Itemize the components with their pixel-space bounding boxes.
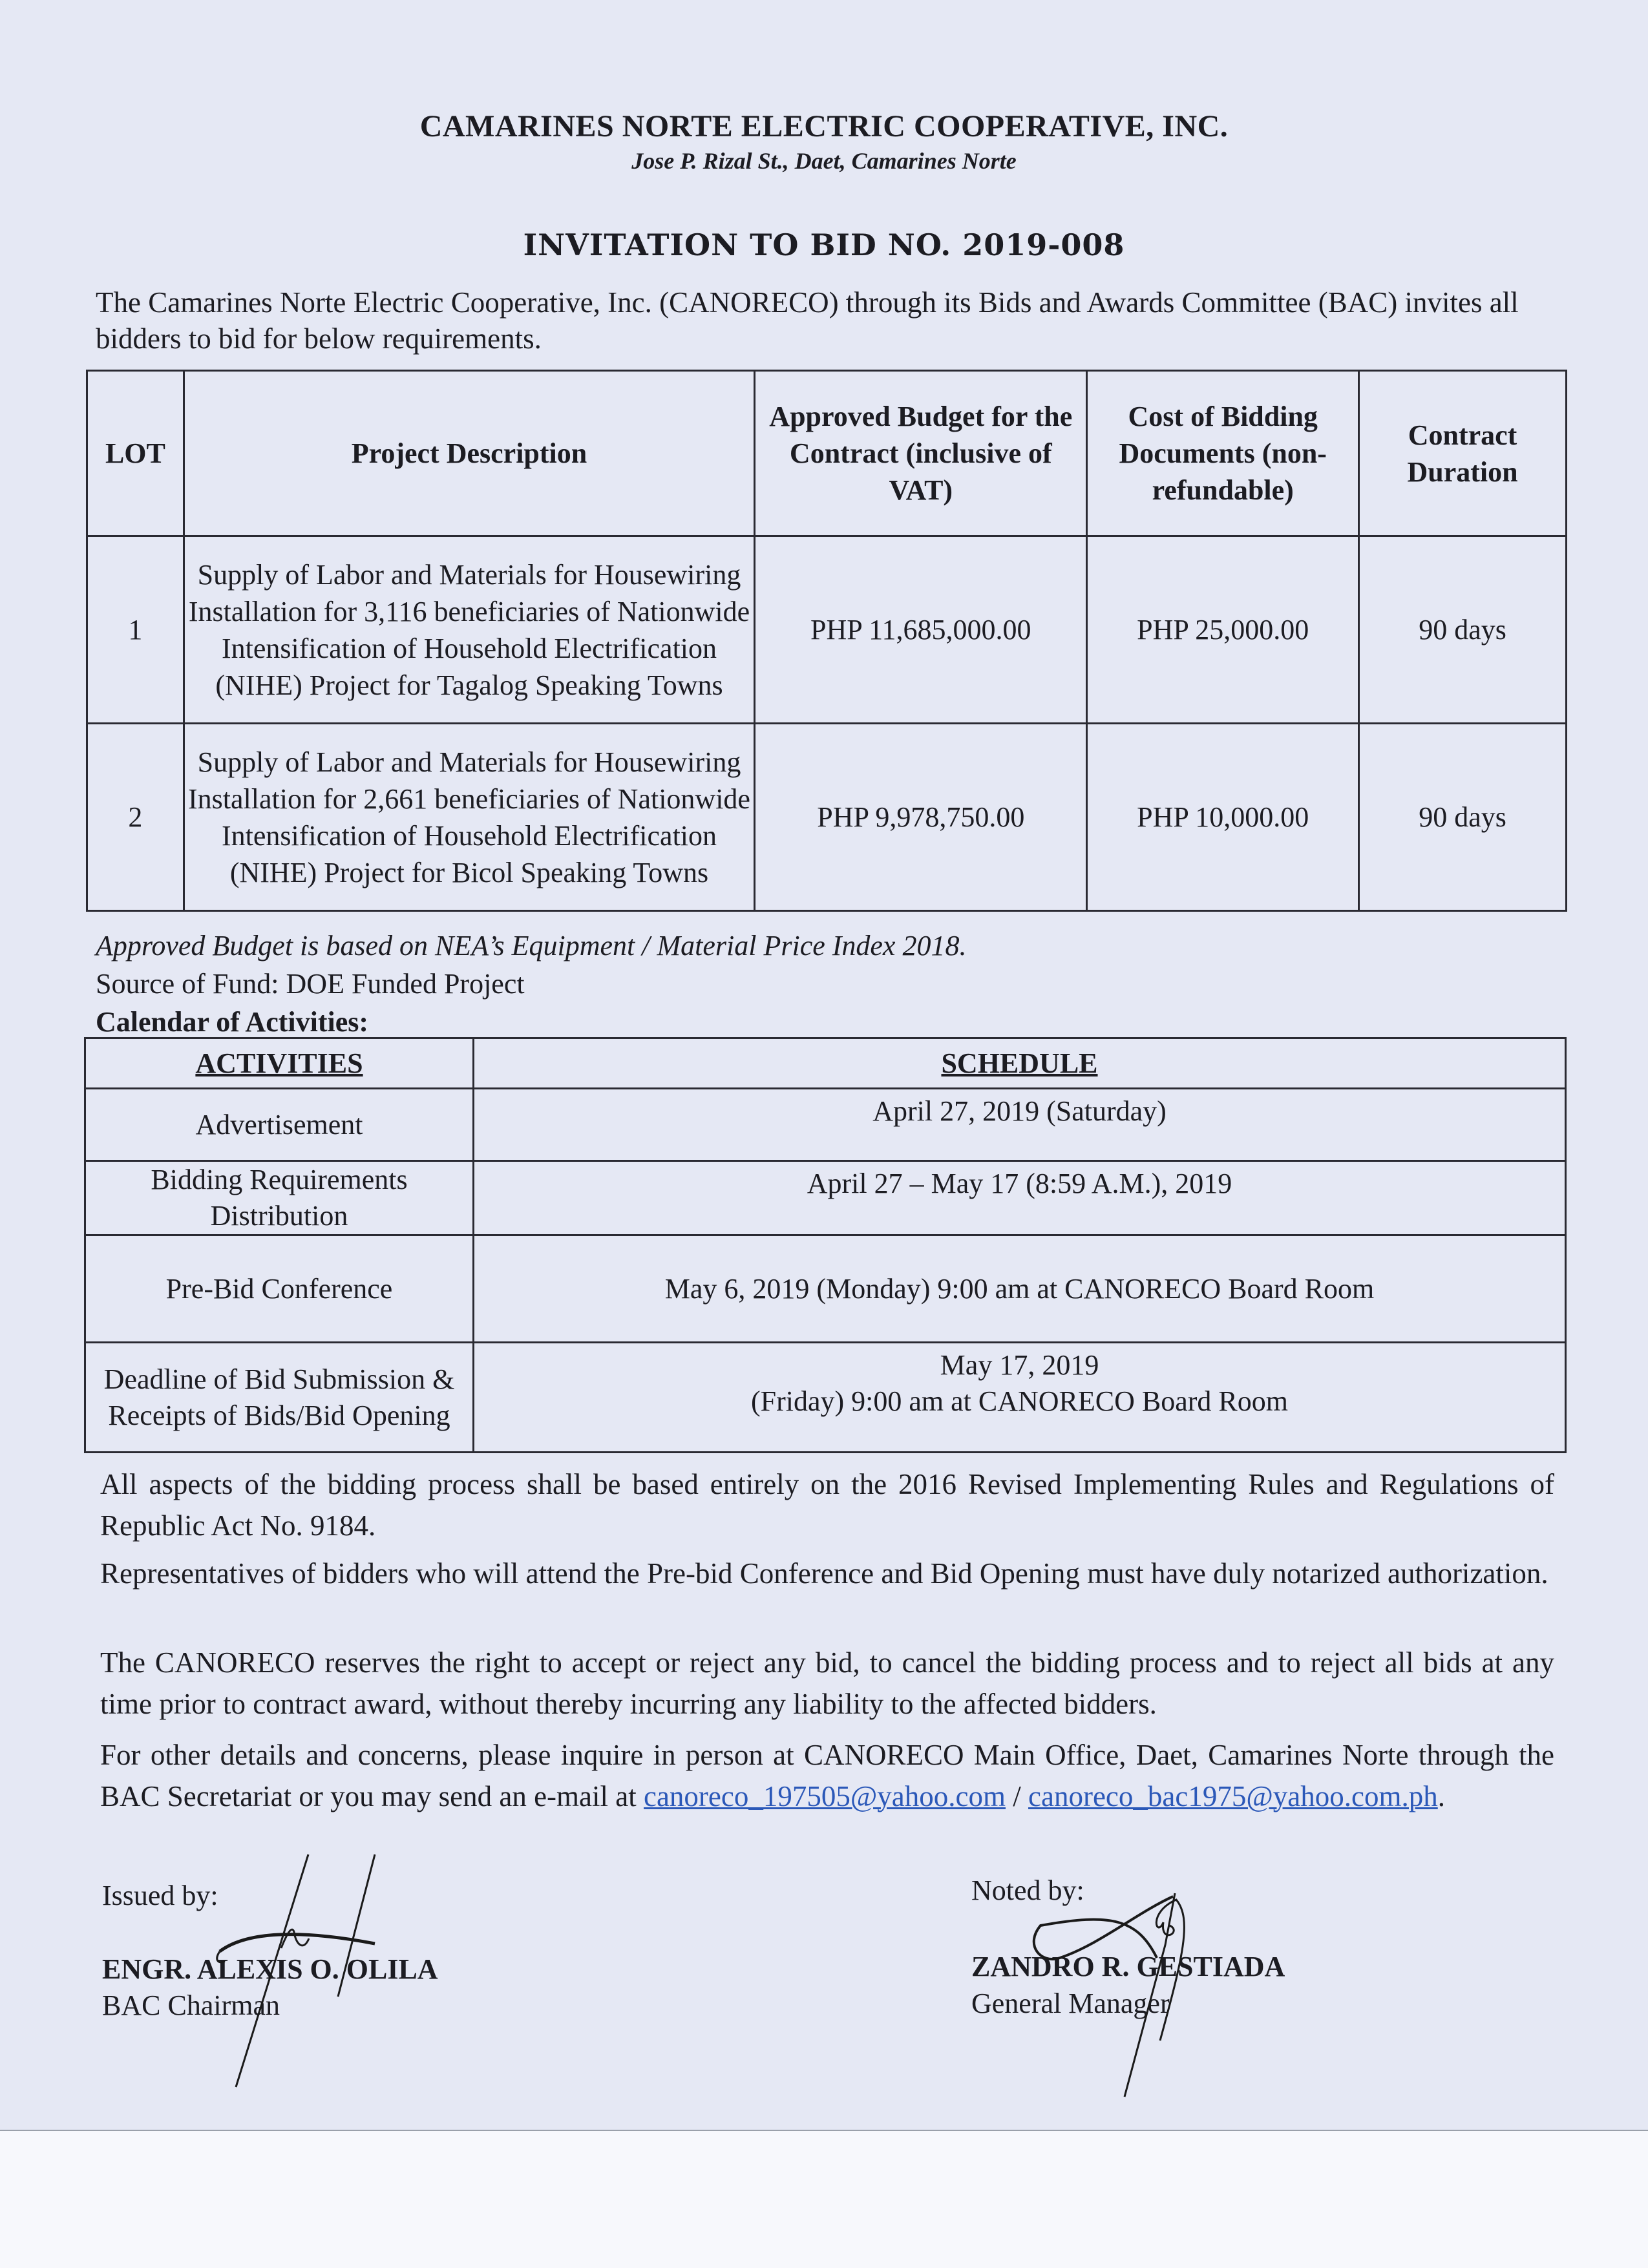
header-project-description: Project Description	[184, 371, 754, 536]
reservation-paragraph: The CANORECO reserves the right to accept or reject any bid, to cancel the bidding process and to reject all bids at any time prior to contract award, without thereby incurring any liability to the affected bidders.	[100, 1646, 1554, 1720]
header-approved-budget-text: Approved Budget for the Contract (inclusive of VAT)	[769, 401, 1073, 506]
activity-name: Pre-Bid Conference	[85, 1235, 474, 1343]
fund-source-note: Source of Fund: DOE Funded Project	[96, 968, 525, 1000]
activity-name-text: Bidding Requirements Distribution	[151, 1164, 408, 1232]
header-activities-label: ACTIVITIES	[195, 1047, 363, 1079]
noted-by-label: Noted by:	[971, 1874, 1084, 1906]
budget-basis-note: Approved Budget is based on NEA’s Equipment / Material Price Index 2018.	[96, 930, 967, 961]
contract-duration: 90 days	[1359, 536, 1567, 724]
project-description: Supply of Labor and Materials for Housewiring Installation for 3,116 beneficiaries of Nationwide Intensification of Household Electrification (NIHE) Project for Tagalog Speaking Towns	[184, 536, 754, 724]
schedule-line-2: (Friday) 9:00 am at CANORECO Board Room	[750, 1385, 1289, 1417]
activity-name: Advertisement	[85, 1089, 474, 1161]
lot-number: 1	[87, 536, 184, 724]
organization-name: CAMARINES NORTE ELECTRIC COOPERATIVE, INC.	[419, 109, 1229, 143]
project-description: Supply of Labor and Materials for Housewiring Installation for 2,661 beneficiaries of Nationwide Intensification of Household Electrification (NIHE) Project for Bicol Speaking Towns	[184, 724, 754, 911]
schedule-line-1: May 17, 2019	[940, 1349, 1099, 1381]
activity-schedule: May 6, 2019 (Monday) 9:00 am at CANORECO Board Room	[474, 1235, 1566, 1343]
bidding-doc-cost: PHP 10,000.00	[1087, 724, 1359, 911]
issuer-name: ENGR. ALEXIS O. OLILA	[102, 1953, 438, 1985]
contact-text: For other details and concerns, please inquire in person at CANORECO Main Office, Daet, Camarines Norte through the BAC Secretariat or you may send an e-mail at	[100, 1739, 1554, 1812]
representatives-paragraph: Representatives of bidders who will attend the Pre-bid Conference and Bid Opening must have duly notarized authorization.	[100, 1557, 1548, 1590]
email-separator: /	[1006, 1780, 1029, 1812]
noter-name: ZANDRO R. GESTIADA	[971, 1951, 1285, 1982]
bidding-doc-cost: PHP 25,000.00	[1087, 536, 1359, 724]
approved-budget: PHP 11,685,000.00	[755, 536, 1087, 724]
calendar-heading: Calendar of Activities:	[96, 1006, 369, 1038]
organization-address: Jose P. Rizal St., Daet, Camarines Norte	[631, 148, 1017, 174]
header-duration-text: Contract Duration	[1407, 419, 1518, 488]
activity-schedule: April 27 – May 17 (8:59 A.M.), 2019	[474, 1161, 1566, 1235]
header-lot: LOT	[87, 371, 184, 536]
activity-schedule: April 27, 2019 (Saturday)	[474, 1089, 1566, 1161]
approved-budget: PHP 9,978,750.00	[755, 724, 1087, 911]
contact-suffix: .	[1437, 1780, 1445, 1812]
email-link-2[interactable]: canoreco_bac1975@yahoo.com.ph	[1028, 1780, 1438, 1812]
issuer-title: BAC Chairman	[102, 1990, 280, 2021]
issued-by-label: Issued by:	[102, 1880, 218, 1911]
document-title: INVITATION TO BID NO. 2019-008	[523, 227, 1125, 262]
noter-title: General Manager	[971, 1988, 1170, 2019]
header-cost-text: Cost of Bidding Documents (non-refundable)	[1119, 401, 1327, 506]
email-link-1[interactable]: canoreco_197505@yahoo.com	[643, 1780, 1006, 1812]
rules-paragraph: All aspects of the bidding process shall be based entirely on the 2016 Revised Implementing Rules and Regulations of Republic Act No. 9184.	[100, 1468, 1554, 1542]
contract-duration: 90 days	[1359, 724, 1567, 911]
activity-name-text: Deadline of Bid Submission & Receipts of Bids/Bid Opening	[103, 1363, 455, 1431]
intro-paragraph: The Camarines Norte Electric Cooperative, Inc. (CANORECO) through its Bids and Awards Committee (BAC) invites all bidders to bid for below requirements.	[96, 286, 1519, 355]
lot-number: 2	[87, 724, 184, 911]
header-schedule-label: SCHEDULE	[941, 1047, 1098, 1079]
